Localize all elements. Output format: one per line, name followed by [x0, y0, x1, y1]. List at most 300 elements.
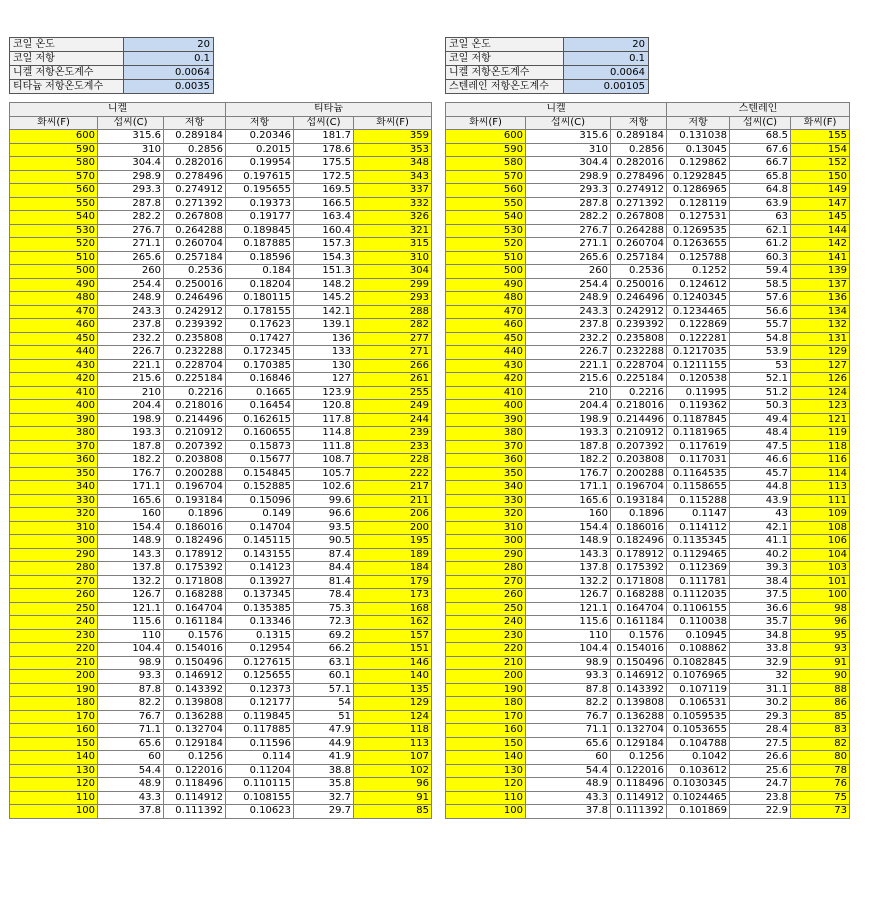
data-cell: 151.3	[294, 265, 354, 279]
fahrenheit-cell: 244	[354, 413, 432, 427]
fahrenheit-cell: 500	[10, 265, 98, 279]
data-cell: 0.17427	[226, 332, 294, 346]
data-cell: 60	[98, 751, 164, 765]
parameter-value[interactable]: 0.1	[124, 52, 214, 66]
data-cell: 0.132704	[611, 724, 667, 738]
fahrenheit-cell: 83	[791, 724, 850, 738]
table-row	[10, 697, 432, 711]
data-cell: 44.9	[294, 737, 354, 751]
data-cell: 0.143155	[226, 548, 294, 562]
data-cell: 0.1053655	[667, 724, 730, 738]
data-cell: 66.7	[730, 157, 791, 171]
fahrenheit-cell: 180	[446, 697, 526, 711]
data-cell: 127	[294, 373, 354, 387]
fahrenheit-cell: 460	[10, 319, 98, 333]
data-cell: 0.189845	[226, 224, 294, 238]
fahrenheit-cell: 326	[354, 211, 432, 225]
data-cell: 187.8	[98, 440, 164, 454]
fahrenheit-cell: 220	[10, 643, 98, 657]
data-cell: 0.161184	[611, 616, 667, 630]
data-cell: 0.13927	[226, 575, 294, 589]
data-cell: 114.8	[294, 427, 354, 441]
data-cell: 0.1158655	[667, 481, 730, 495]
table-row	[10, 629, 432, 643]
data-cell: 31.1	[730, 683, 791, 697]
data-cell: 0.196704	[611, 481, 667, 495]
table-row	[446, 575, 850, 589]
data-cell: 68.5	[730, 130, 791, 144]
fahrenheit-cell: 300	[10, 535, 98, 549]
data-cell: 282.2	[98, 211, 164, 225]
data-cell: 87.8	[526, 683, 611, 697]
table-row	[446, 481, 850, 495]
table-row	[446, 373, 850, 387]
fahrenheit-cell: 240	[446, 616, 526, 630]
fahrenheit-cell: 290	[446, 548, 526, 562]
table-row	[446, 697, 850, 711]
data-cell: 43	[730, 508, 791, 522]
table-row	[446, 751, 850, 765]
data-cell: 63.1	[294, 656, 354, 670]
parameter-label: 코일 저항	[10, 52, 124, 66]
data-cell: 0.1217035	[667, 346, 730, 360]
data-cell: 0.15677	[226, 454, 294, 468]
data-cell: 304.4	[98, 157, 164, 171]
fahrenheit-cell: 304	[354, 265, 432, 279]
fahrenheit-cell: 160	[10, 724, 98, 738]
data-cell: 0.207392	[611, 440, 667, 454]
data-cell: 0.175392	[611, 562, 667, 576]
fahrenheit-cell: 131	[791, 332, 850, 346]
data-cell: 43.3	[526, 791, 611, 805]
data-cell: 0.1147	[667, 508, 730, 522]
parameter-value[interactable]: 0.0064	[124, 66, 214, 80]
fahrenheit-cell: 129	[354, 697, 432, 711]
data-cell: 0.1240345	[667, 292, 730, 306]
data-cell: 0.214496	[164, 413, 226, 427]
table-row	[10, 494, 432, 508]
data-cell: 0.242912	[164, 305, 226, 319]
fahrenheit-cell: 540	[446, 211, 526, 225]
column-header: 화씨(F)	[791, 116, 850, 130]
table-row	[10, 292, 432, 306]
table-row	[10, 400, 432, 414]
data-cell: 221.1	[98, 359, 164, 373]
data-cell: 53	[730, 359, 791, 373]
parameter-value[interactable]: 0.0035	[124, 80, 214, 94]
column-header: 화씨(F)	[10, 116, 98, 130]
data-cell: 49.4	[730, 413, 791, 427]
table-row	[446, 778, 850, 792]
parameter-label: 티타늄 저항온도계수	[10, 80, 124, 94]
data-cell: 0.2856	[164, 143, 226, 157]
fahrenheit-cell: 144	[791, 224, 850, 238]
data-cell: 0.1135345	[667, 535, 730, 549]
data-cell: 0.250016	[611, 278, 667, 292]
fahrenheit-cell: 130	[446, 764, 526, 778]
fahrenheit-cell: 530	[446, 224, 526, 238]
fahrenheit-cell: 260	[446, 589, 526, 603]
data-cell: 148.9	[526, 535, 611, 549]
parameter-value[interactable]: 0.1	[564, 52, 649, 66]
fahrenheit-cell: 162	[354, 616, 432, 630]
table-row	[446, 548, 850, 562]
data-cell: 71.1	[98, 724, 164, 738]
data-cell: 0.282016	[164, 157, 226, 171]
data-cell: 65.8	[730, 170, 791, 184]
table-row	[446, 562, 850, 576]
column-header: 저항	[611, 116, 667, 130]
data-cell: 204.4	[526, 400, 611, 414]
data-cell: 0.203808	[164, 454, 226, 468]
data-cell: 0.136288	[164, 710, 226, 724]
fahrenheit-cell: 600	[446, 130, 526, 144]
fahrenheit-cell: 113	[791, 481, 850, 495]
fahrenheit-cell: 250	[10, 602, 98, 616]
data-cell: 0.214496	[611, 413, 667, 427]
table-row	[10, 143, 432, 157]
parameter-label: 코일 온도	[10, 38, 124, 52]
table-row	[10, 764, 432, 778]
fahrenheit-cell: 600	[10, 130, 98, 144]
data-cell: 169.5	[294, 184, 354, 198]
table-row	[10, 791, 432, 805]
fahrenheit-cell: 440	[446, 346, 526, 360]
table-row	[10, 251, 432, 265]
data-cell: 0.196704	[164, 481, 226, 495]
data-cell: 0.146912	[611, 670, 667, 684]
data-cell: 0.118496	[611, 778, 667, 792]
data-cell: 0.152885	[226, 481, 294, 495]
table-row	[446, 224, 850, 238]
data-cell: 0.15096	[226, 494, 294, 508]
parameter-value[interactable]: 20	[564, 38, 649, 52]
data-cell: 133	[294, 346, 354, 360]
fahrenheit-cell: 98	[791, 602, 850, 616]
table-row	[446, 170, 850, 184]
data-cell: 0.136288	[611, 710, 667, 724]
fahrenheit-cell: 141	[791, 251, 850, 265]
data-cell: 143.3	[98, 548, 164, 562]
fahrenheit-cell: 560	[446, 184, 526, 198]
table-row	[10, 643, 432, 657]
parameter-row	[446, 66, 649, 80]
table-row	[446, 265, 850, 279]
data-cell: 0.111781	[667, 575, 730, 589]
data-cell: 115.6	[526, 616, 611, 630]
data-cell: 76.7	[98, 710, 164, 724]
data-cell: 35.7	[730, 616, 791, 630]
data-cell: 171.1	[98, 481, 164, 495]
data-cell: 0.118496	[164, 778, 226, 792]
table-row	[446, 535, 850, 549]
data-cell: 0.11204	[226, 764, 294, 778]
fahrenheit-cell: 123	[791, 400, 850, 414]
data-cell: 0.232288	[164, 346, 226, 360]
data-cell: 57.6	[730, 292, 791, 306]
data-cell: 0.203808	[611, 454, 667, 468]
fahrenheit-cell: 340	[10, 481, 98, 495]
data-cell: 28.4	[730, 724, 791, 738]
data-cell: 67.6	[730, 143, 791, 157]
fahrenheit-cell: 380	[10, 427, 98, 441]
data-cell: 72.3	[294, 616, 354, 630]
table-row	[10, 575, 432, 589]
fahrenheit-cell: 340	[446, 481, 526, 495]
data-cell: 65.6	[98, 737, 164, 751]
table-row	[10, 467, 432, 481]
data-cell: 198.9	[526, 413, 611, 427]
data-cell: 0.1164535	[667, 467, 730, 481]
data-cell: 171.1	[526, 481, 611, 495]
fahrenheit-cell: 130	[10, 764, 98, 778]
data-cell: 0.271392	[611, 197, 667, 211]
data-cell: 0.110038	[667, 616, 730, 630]
data-cell: 39.3	[730, 562, 791, 576]
data-cell: 0.122016	[611, 764, 667, 778]
fahrenheit-cell: 100	[446, 805, 526, 819]
fahrenheit-cell: 147	[791, 197, 850, 211]
data-cell: 0.16454	[226, 400, 294, 414]
data-cell: 30.2	[730, 697, 791, 711]
data-cell: 0.10945	[667, 629, 730, 643]
data-cell: 0.117031	[667, 454, 730, 468]
data-cell: 221.1	[526, 359, 611, 373]
fahrenheit-cell: 390	[10, 413, 98, 427]
data-cell: 165.6	[526, 494, 611, 508]
nickel-titanium-table	[9, 102, 432, 819]
table-row	[446, 292, 850, 306]
table-row	[446, 467, 850, 481]
fahrenheit-cell: 119	[791, 427, 850, 441]
table-row	[446, 197, 850, 211]
data-cell: 57.1	[294, 683, 354, 697]
data-cell: 315.6	[98, 130, 164, 144]
table-row	[446, 616, 850, 630]
table-row	[446, 319, 850, 333]
table-row	[10, 386, 432, 400]
data-cell: 63.9	[730, 197, 791, 211]
data-cell: 98.9	[98, 656, 164, 670]
data-cell: 232.2	[526, 332, 611, 346]
fahrenheit-cell: 580	[446, 157, 526, 171]
data-cell: 0.1024465	[667, 791, 730, 805]
data-cell: 102.6	[294, 481, 354, 495]
table-row	[446, 791, 850, 805]
fahrenheit-cell: 255	[354, 386, 432, 400]
data-cell: 0.108862	[667, 643, 730, 657]
fahrenheit-cell: 90	[791, 670, 850, 684]
data-cell: 93.3	[526, 670, 611, 684]
data-cell: 0.193184	[611, 494, 667, 508]
column-header: 화씨(F)	[354, 116, 432, 130]
table-row	[446, 359, 850, 373]
fahrenheit-cell: 300	[446, 535, 526, 549]
data-cell: 215.6	[526, 373, 611, 387]
fahrenheit-cell: 370	[446, 440, 526, 454]
data-cell: 0.101869	[667, 805, 730, 819]
data-cell: 0.264288	[164, 224, 226, 238]
fahrenheit-cell: 102	[354, 764, 432, 778]
fahrenheit-cell: 140	[354, 670, 432, 684]
table-row	[10, 197, 432, 211]
data-cell: 0.145115	[226, 535, 294, 549]
data-cell: 0.131038	[667, 130, 730, 144]
column-header: 화씨(F)	[446, 116, 526, 130]
fahrenheit-cell: 129	[791, 346, 850, 360]
data-cell: 0.2216	[611, 386, 667, 400]
data-cell: 120.8	[294, 400, 354, 414]
data-cell: 0.246496	[611, 292, 667, 306]
data-cell: 145.2	[294, 292, 354, 306]
data-cell: 287.8	[526, 197, 611, 211]
table-row	[10, 359, 432, 373]
data-cell: 82.2	[526, 697, 611, 711]
left-parameter-table	[9, 37, 214, 94]
fahrenheit-cell: 150	[446, 737, 526, 751]
data-cell: 26.6	[730, 751, 791, 765]
fahrenheit-cell: 510	[446, 251, 526, 265]
data-cell: 0.112369	[667, 562, 730, 576]
group-header-stainless: 스텐레인	[667, 103, 850, 117]
fahrenheit-cell: 230	[10, 629, 98, 643]
fahrenheit-cell: 550	[446, 197, 526, 211]
data-cell: 0.182496	[164, 535, 226, 549]
data-cell: 271.1	[526, 238, 611, 252]
table-row	[10, 724, 432, 738]
data-cell: 0.225184	[164, 373, 226, 387]
fahrenheit-cell: 430	[10, 359, 98, 373]
data-cell: 165.6	[98, 494, 164, 508]
table-row	[10, 589, 432, 603]
fahrenheit-cell: 359	[354, 130, 432, 144]
data-cell: 0.1315	[226, 629, 294, 643]
data-cell: 0.274912	[611, 184, 667, 198]
data-cell: 0.127615	[226, 656, 294, 670]
table-row	[446, 589, 850, 603]
data-cell: 265.6	[526, 251, 611, 265]
fahrenheit-cell: 126	[791, 373, 850, 387]
group-header-nickel: 니켈	[446, 103, 667, 117]
table-row	[446, 670, 850, 684]
fahrenheit-cell: 420	[10, 373, 98, 387]
data-cell: 0.225184	[611, 373, 667, 387]
fahrenheit-cell: 200	[354, 521, 432, 535]
fahrenheit-cell: 149	[791, 184, 850, 198]
data-cell: 0.149	[226, 508, 294, 522]
fahrenheit-cell: 135	[354, 683, 432, 697]
parameter-label: 스텐레인 저항온도계수	[446, 80, 564, 94]
data-cell: 0.271392	[164, 197, 226, 211]
fahrenheit-cell: 107	[354, 751, 432, 765]
fahrenheit-cell: 91	[791, 656, 850, 670]
data-cell: 54	[294, 697, 354, 711]
data-cell: 0.197615	[226, 170, 294, 184]
data-cell: 110	[526, 629, 611, 643]
data-cell: 0.178912	[164, 548, 226, 562]
fahrenheit-cell: 260	[10, 589, 98, 603]
fahrenheit-cell: 400	[446, 400, 526, 414]
fahrenheit-cell: 330	[10, 494, 98, 508]
data-cell: 276.7	[526, 224, 611, 238]
data-cell: 130	[294, 359, 354, 373]
data-cell: 25.6	[730, 764, 791, 778]
data-cell: 54.4	[526, 764, 611, 778]
data-cell: 0.17623	[226, 319, 294, 333]
fahrenheit-cell: 146	[354, 656, 432, 670]
data-cell: 0.182496	[611, 535, 667, 549]
fahrenheit-cell: 75	[791, 791, 850, 805]
fahrenheit-cell: 190	[446, 683, 526, 697]
data-cell: 69.2	[294, 629, 354, 643]
fahrenheit-cell: 480	[10, 292, 98, 306]
fahrenheit-cell: 82	[791, 737, 850, 751]
fahrenheit-cell: 173	[354, 589, 432, 603]
data-cell: 0.128119	[667, 197, 730, 211]
column-header: 저항	[667, 116, 730, 130]
table-row	[446, 602, 850, 616]
parameter-value[interactable]: 20	[124, 38, 214, 52]
data-cell: 0.164704	[164, 602, 226, 616]
data-cell: 0.125788	[667, 251, 730, 265]
fahrenheit-cell: 277	[354, 332, 432, 346]
table-row	[10, 805, 432, 819]
table-row	[446, 130, 850, 144]
data-cell: 44.8	[730, 481, 791, 495]
data-cell: 0.1263655	[667, 238, 730, 252]
table-row	[10, 170, 432, 184]
group-header-titanium: 티타늄	[226, 103, 432, 117]
data-cell: 154.3	[294, 251, 354, 265]
data-cell: 0.264288	[611, 224, 667, 238]
fahrenheit-cell: 239	[354, 427, 432, 441]
data-cell: 160	[98, 508, 164, 522]
data-cell: 0.117619	[667, 440, 730, 454]
data-cell: 0.1082845	[667, 656, 730, 670]
data-cell: 310	[98, 143, 164, 157]
data-cell: 0.1896	[611, 508, 667, 522]
fahrenheit-cell: 184	[354, 562, 432, 576]
data-cell: 0.171808	[164, 575, 226, 589]
fahrenheit-cell: 410	[446, 386, 526, 400]
data-cell: 53.9	[730, 346, 791, 360]
fahrenheit-cell: 121	[791, 413, 850, 427]
data-cell: 0.267808	[164, 211, 226, 225]
fahrenheit-cell: 104	[791, 548, 850, 562]
parameter-value[interactable]: 0.0064	[564, 66, 649, 80]
fahrenheit-cell: 109	[791, 508, 850, 522]
table-row	[10, 440, 432, 454]
table-row	[10, 508, 432, 522]
data-cell: 64.8	[730, 184, 791, 198]
fahrenheit-cell: 320	[10, 508, 98, 522]
data-cell: 115.6	[98, 616, 164, 630]
table-row	[446, 305, 850, 319]
data-cell: 0.172345	[226, 346, 294, 360]
table-row	[10, 454, 432, 468]
data-cell: 276.7	[98, 224, 164, 238]
parameter-value[interactable]: 0.00105	[564, 80, 649, 94]
fahrenheit-cell: 140	[446, 751, 526, 765]
fahrenheit-cell: 315	[354, 238, 432, 252]
data-cell: 41.9	[294, 751, 354, 765]
fahrenheit-cell: 250	[446, 602, 526, 616]
fahrenheit-cell: 270	[10, 575, 98, 589]
data-cell: 0.12373	[226, 683, 294, 697]
table-row	[446, 724, 850, 738]
data-cell: 0.143392	[164, 683, 226, 697]
fahrenheit-cell: 310	[354, 251, 432, 265]
